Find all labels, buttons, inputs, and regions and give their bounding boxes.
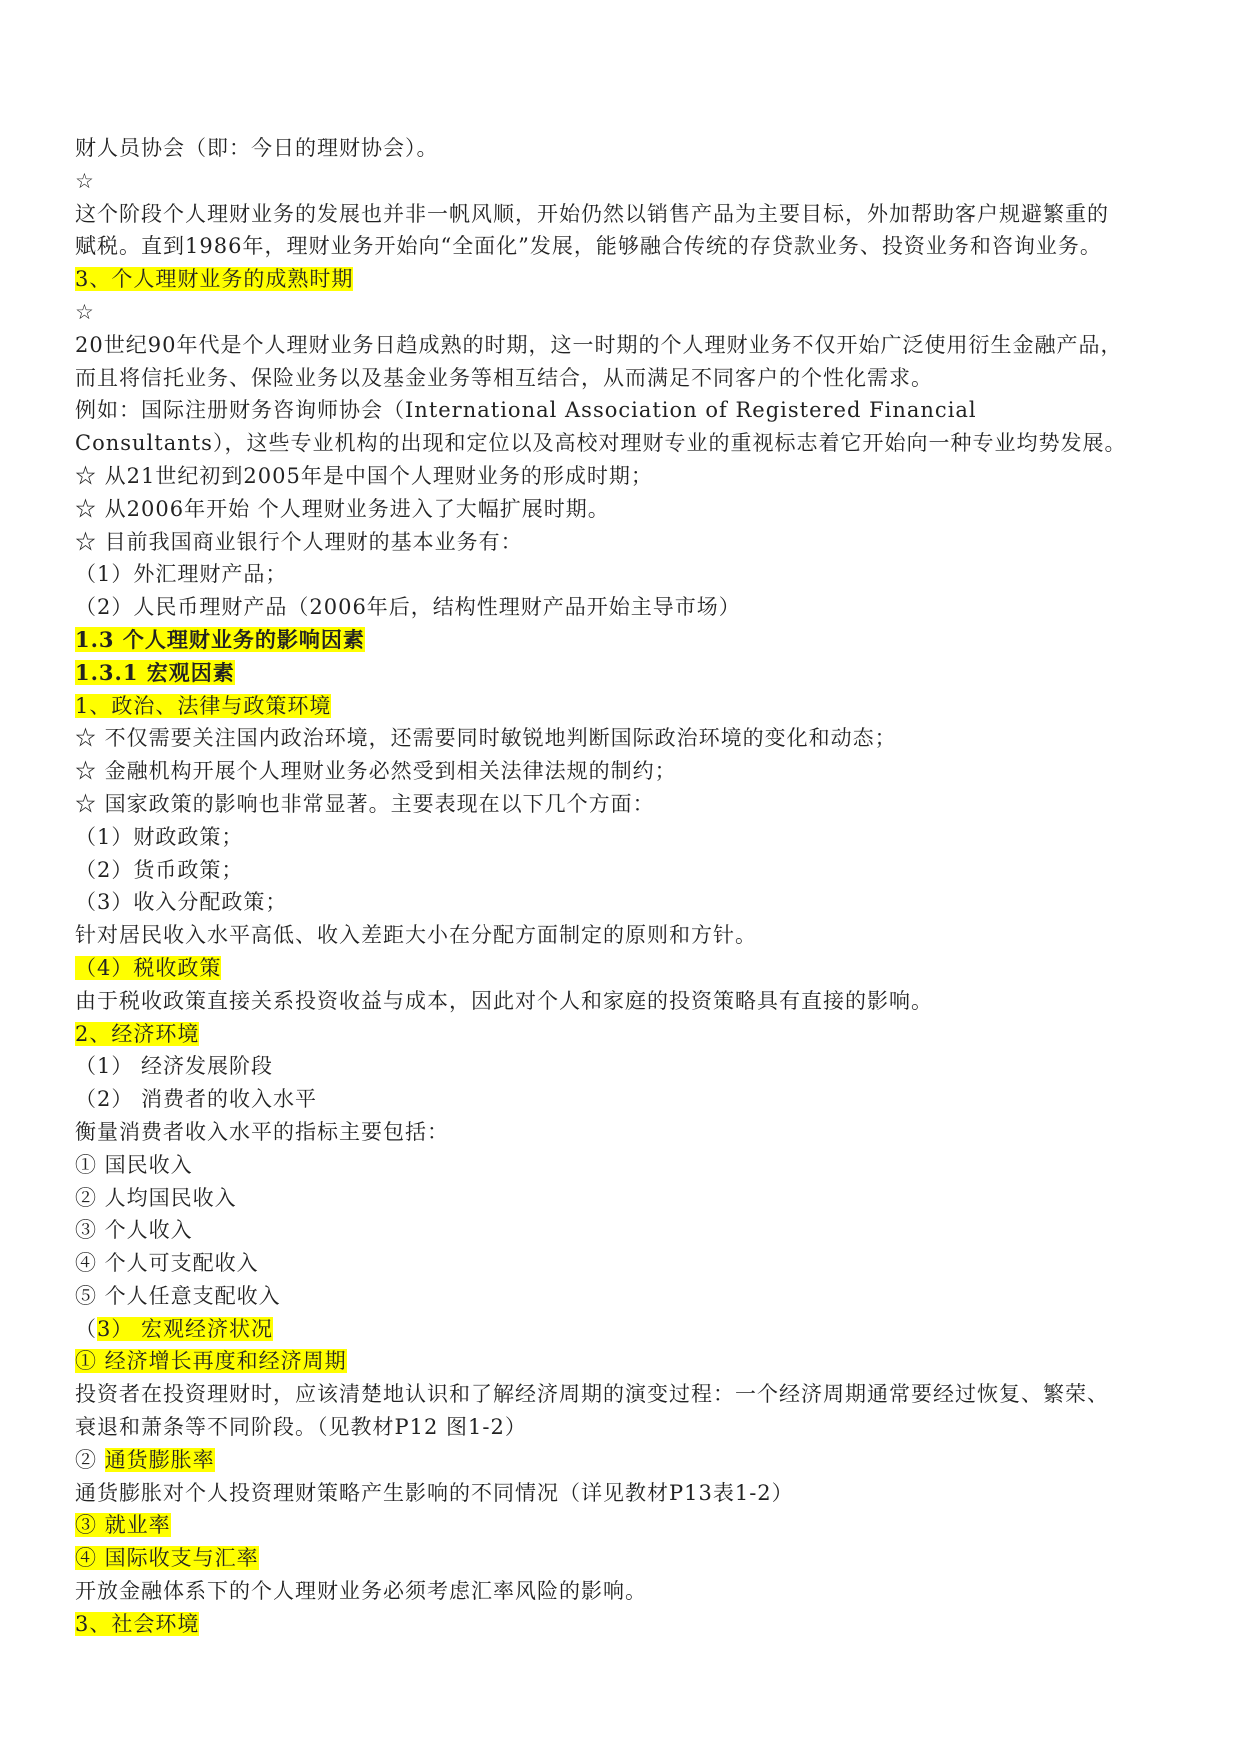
text: 通货膨胀对个人投资理财策略产生影响的不同情况（详见教材P13表1-2） <box>75 1480 794 1505</box>
paragraph-line <box>75 362 1175 395</box>
star-icon: ☆ <box>75 168 95 193</box>
text: ② <box>75 1447 105 1472</box>
highlighted-heading: ④ 国际收支与汇率 <box>75 1546 259 1571</box>
paragraph-line <box>75 1411 1175 1444</box>
paragraph-line <box>75 198 1175 231</box>
star-bullet <box>75 296 1175 329</box>
text: 例如：国际注册财务咨询师协会（International Association of Registered Financial <box>75 398 977 423</box>
text: ⑤ 个人任意支配收入 <box>75 1283 281 1308</box>
paragraph-line <box>75 919 1175 952</box>
bullet-item <box>75 722 1175 755</box>
bullet-item <box>75 755 1175 788</box>
text: （ <box>75 1316 97 1341</box>
topic-heading <box>75 690 1175 723</box>
highlighted-heading: 3、个人理财业务的成熟时期 <box>75 267 354 292</box>
highlighted-heading: 1.3.1 宏观因素 <box>75 659 235 685</box>
bullet-item <box>75 526 1175 559</box>
text: 财人员协会（即：今日的理财协会）。 <box>75 136 439 160</box>
text: （1） 经济发展阶段 <box>75 1054 274 1079</box>
section-heading <box>75 263 1175 296</box>
text: 衡量消费者收入水平的指标主要包括： <box>75 1119 449 1144</box>
text: 这个阶段个人理财业务的发展也并非一帆风顺，开始仍然以销售产品为主要目标，外加帮助客户规避繁重的 <box>75 201 1109 226</box>
section-heading <box>75 624 1175 657</box>
highlighted-heading: （4）税收政策 <box>75 955 222 980</box>
list-item <box>75 1083 1175 1116</box>
numbered-item <box>75 1182 1175 1215</box>
numbered-item <box>75 1345 1175 1378</box>
bullet-item <box>75 460 1175 493</box>
list-item <box>75 952 1175 985</box>
text: ☆ 从2006年开始 个人理财业务进入了大幅扩展时期。 <box>75 496 610 521</box>
paragraph-line <box>75 1116 1175 1149</box>
highlighted-heading: ① 经济增长再度和经济周期 <box>75 1349 347 1374</box>
paragraph-line <box>75 1378 1175 1411</box>
text: （2）货币政策； <box>75 857 244 882</box>
list-item <box>75 854 1175 887</box>
text: （2） 消费者的收入水平 <box>75 1087 318 1112</box>
text: （3）收入分配政策； <box>75 890 288 915</box>
text: 开放金融体系下的个人理财业务必须考虑汇率风险的影响。 <box>75 1579 647 1604</box>
star-icon: ☆ <box>75 299 95 324</box>
text: Consultants），这些专业机构的出现和定位以及高校对理财专业的重视标志着它开始向一种专业均势发展。 <box>75 431 1127 456</box>
text: 赋税。直到1986年，理财业务开始向“全面化”发展，能够融合传统的存贷款业务、投资业务和咨询业务。 <box>75 234 1102 259</box>
bullet-item <box>75 788 1175 821</box>
text: ☆ 从21世纪初到2005年是中国个人理财业务的形成时期； <box>75 463 653 488</box>
paragraph-line <box>75 394 1175 427</box>
numbered-item <box>75 1509 1175 1542</box>
topic-heading <box>75 1608 1175 1641</box>
paragraph-line <box>75 427 1175 460</box>
numbered-item <box>75 1214 1175 1247</box>
text: 衰退和萧条等不同阶段。（见教材P12 图1-2） <box>75 1415 527 1440</box>
numbered-item <box>75 1444 1175 1477</box>
text: ④ 个人可支配收入 <box>75 1251 259 1276</box>
numbered-item <box>75 1280 1175 1313</box>
star-bullet <box>75 165 1175 198</box>
text: ① 国民收入 <box>75 1152 193 1177</box>
highlighted-heading: 3） 宏观经济状况 <box>97 1316 274 1341</box>
highlighted-heading: 通货膨胀率 <box>104 1447 215 1472</box>
list-item <box>75 886 1175 919</box>
highlighted-heading: 3、社会环境 <box>75 1611 200 1636</box>
text: 而且将信托业务、保险业务以及基金业务等相互结合，从而满足不同客户的个性化需求。 <box>75 365 933 390</box>
text: ☆ 金融机构开展个人理财业务必然受到相关法律法规的制约； <box>75 759 677 784</box>
highlighted-heading: ③ 就业率 <box>75 1513 171 1538</box>
highlighted-heading: 2、经济环境 <box>75 1021 200 1046</box>
subsection-heading <box>75 657 1175 690</box>
text: ☆ 国家政策的影响也非常显著。主要表现在以下几个方面： <box>75 791 655 816</box>
list-item <box>75 821 1175 854</box>
numbered-item <box>75 1149 1175 1182</box>
highlighted-heading: 1.3 个人理财业务的影响因素 <box>75 626 365 652</box>
bullet-item <box>75 493 1175 526</box>
list-item <box>75 1050 1175 1083</box>
text: ② 人均国民收入 <box>75 1185 237 1210</box>
text: （2）人民币理财产品（2006年后，结构性理财产品开始主导市场） <box>75 595 741 620</box>
text: ☆ 不仅需要关注国内政治环境，还需要同时敏锐地判断国际政治环境的变化和动态； <box>75 726 897 751</box>
text: 针对居民收入水平高低、收入差距大小在分配方面制定的原则和方针。 <box>75 923 757 948</box>
text: （1）财政政策； <box>75 824 244 849</box>
list-item <box>75 591 1175 624</box>
text: 20世纪90年代是个人理财业务日趋成熟的时期，这一时期的个人理财业务不仅开始广泛使用衍生金融产品， <box>75 332 1123 357</box>
list-item <box>75 558 1175 591</box>
paragraph-line <box>75 230 1175 263</box>
numbered-item <box>75 1247 1175 1280</box>
paragraph-line <box>75 132 1175 165</box>
paragraph-line <box>75 1575 1175 1608</box>
document-page <box>75 132 1175 1641</box>
text: （1）外汇理财产品； <box>75 562 288 587</box>
text: 投资者在投资理财时，应该清楚地认识和了解经济周期的演变过程：一个经济周期通常要经过恢复、繁荣、 <box>75 1382 1109 1407</box>
text: 由于税收政策直接关系投资收益与成本，因此对个人和家庭的投资策略具有直接的影响。 <box>75 988 933 1013</box>
text: ☆ 目前我国商业银行个人理财的基本业务有： <box>75 529 523 554</box>
paragraph-line <box>75 329 1175 362</box>
paragraph-line <box>75 1477 1175 1510</box>
list-item <box>75 1313 1175 1346</box>
highlighted-heading: 1、政治、法律与政策环境 <box>75 693 332 718</box>
text: ③ 个人收入 <box>75 1218 193 1243</box>
paragraph-line <box>75 985 1175 1018</box>
topic-heading <box>75 1018 1175 1051</box>
numbered-item <box>75 1542 1175 1575</box>
